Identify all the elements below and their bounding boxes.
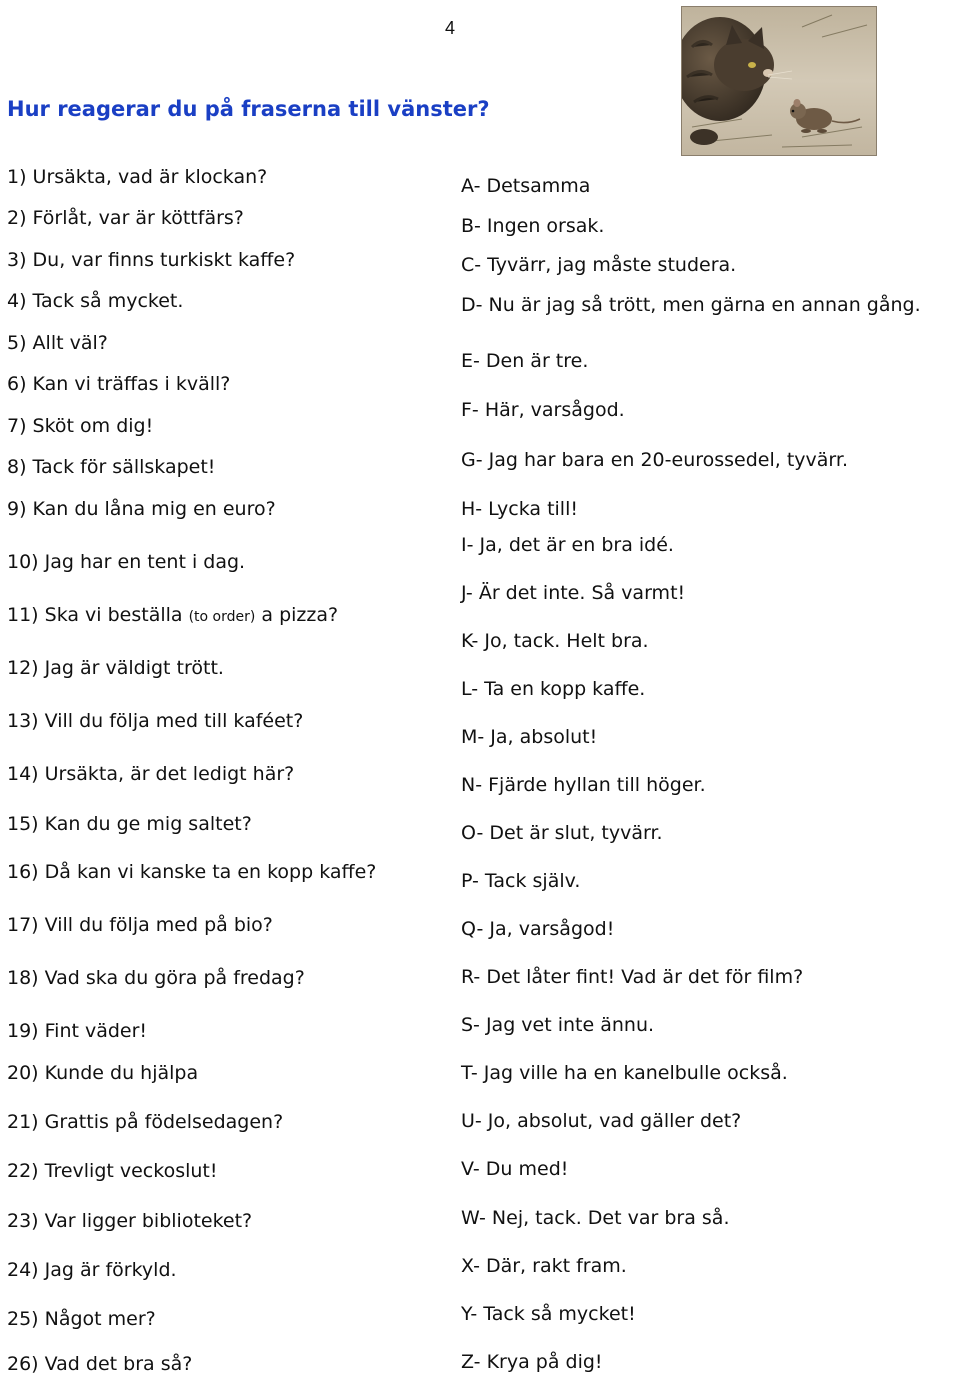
phrase-5: 5) Allt väl? bbox=[7, 332, 108, 354]
answer-a: A- Detsamma bbox=[461, 175, 591, 197]
phrase-22: 22) Trevligt veckoslut! bbox=[7, 1160, 218, 1182]
answer-f: F- Här, varsågod. bbox=[461, 399, 625, 421]
phrase-17: 17) Vill du följa med på bio? bbox=[7, 914, 273, 936]
phrase-7: 7) Sköt om dig! bbox=[7, 415, 154, 437]
phrase-23: 23) Var ligger biblioteket? bbox=[7, 1210, 253, 1232]
phrase-11-note: (to order) bbox=[188, 609, 256, 625]
answer-b: B- Ingen orsak. bbox=[461, 215, 605, 237]
phrase-12: 12) Jag är väldigt trött. bbox=[7, 657, 224, 679]
phrase-10: 10) Jag har en tent i dag. bbox=[7, 551, 246, 573]
answer-u: U- Jo, absolut, vad gäller det? bbox=[461, 1110, 742, 1132]
page-heading: Hur reagerar du på fraserna till vänster? bbox=[7, 97, 490, 121]
answer-y: Y- Tack så mycket! bbox=[461, 1303, 636, 1325]
answer-p: P- Tack själv. bbox=[461, 870, 581, 892]
answer-m: M- Ja, absolut! bbox=[461, 726, 598, 748]
answer-i: I- Ja, det är en bra idé. bbox=[461, 534, 674, 556]
answer-g: G- Jag har bara en 20-eurossedel, tyvärr. bbox=[461, 449, 849, 471]
phrase-16: 16) Då kan vi kanske ta en kopp kaffe? bbox=[7, 861, 377, 883]
phrase-20: 20) Kunde du hjälpa bbox=[7, 1062, 199, 1084]
answer-e: E- Den är tre. bbox=[461, 350, 589, 372]
phrase-11-start: 11) Ska vi beställa bbox=[7, 604, 189, 626]
phrase-3: 3) Du, var finns turkiskt kaffe? bbox=[7, 249, 296, 271]
phrase-8: 8) Tack för sällskapet! bbox=[7, 456, 216, 478]
phrase-25: 25) Något mer? bbox=[7, 1308, 156, 1330]
answer-l: L- Ta en kopp kaffe. bbox=[461, 678, 646, 700]
phrase-24: 24) Jag är förkyld. bbox=[7, 1259, 177, 1281]
answer-c: C- Tyvärr, jag måste studera. bbox=[461, 254, 737, 276]
phrase-13: 13) Vill du följa med till kaféet? bbox=[7, 710, 304, 732]
phrase-26: 26) Vad det bra så? bbox=[7, 1353, 193, 1375]
answer-r: R- Det låter fint! Vad är det för film? bbox=[461, 966, 804, 988]
answer-n: N- Fjärde hyllan till höger. bbox=[461, 774, 706, 796]
answer-k: K- Jo, tack. Helt bra. bbox=[461, 630, 649, 652]
cat-and-mouse-photo bbox=[681, 6, 877, 156]
answer-h: H- Lycka till! bbox=[461, 498, 578, 520]
phrase-9: 9) Kan du låna mig en euro? bbox=[7, 498, 276, 520]
answer-t: T- Jag ville ha en kanelbulle också. bbox=[461, 1062, 788, 1084]
phrase-4: 4) Tack så mycket. bbox=[7, 290, 184, 312]
phrase-21: 21) Grattis på födelsedagen? bbox=[7, 1111, 284, 1133]
answer-v: V- Du med! bbox=[461, 1158, 569, 1180]
answer-z: Z- Krya på dig! bbox=[461, 1351, 603, 1373]
phrase-2: 2) Förlåt, var är köttfärs? bbox=[7, 207, 244, 229]
answer-s: S- Jag vet inte ännu. bbox=[461, 1014, 655, 1036]
phrase-18: 18) Vad ska du göra på fredag? bbox=[7, 967, 305, 989]
page-number: 4 bbox=[444, 18, 455, 38]
phrase-11 bbox=[7, 606, 338, 625]
phrase-19: 19) Fint väder! bbox=[7, 1020, 148, 1042]
answer-d: D- Nu är jag så trött, men gärna en annan gång. bbox=[461, 294, 921, 316]
phrase-15: 15) Kan du ge mig saltet? bbox=[7, 813, 252, 835]
answer-o: O- Det är slut, tyvärr. bbox=[461, 822, 663, 844]
phrase-6: 6) Kan vi träffas i kväll? bbox=[7, 373, 231, 395]
phrase-1: 1) Ursäkta, vad är klockan? bbox=[7, 166, 268, 188]
answer-x: X- Där, rakt fram. bbox=[461, 1255, 627, 1277]
phrase-14: 14) Ursäkta, är det ledigt här? bbox=[7, 763, 295, 785]
answer-q: Q- Ja, varsågod! bbox=[461, 918, 615, 940]
answer-w: W- Nej, tack. Det var bra så. bbox=[461, 1207, 730, 1229]
phrase-11-end: a pizza? bbox=[255, 604, 339, 626]
answer-j: J- Är det inte. Så varmt! bbox=[461, 582, 686, 604]
